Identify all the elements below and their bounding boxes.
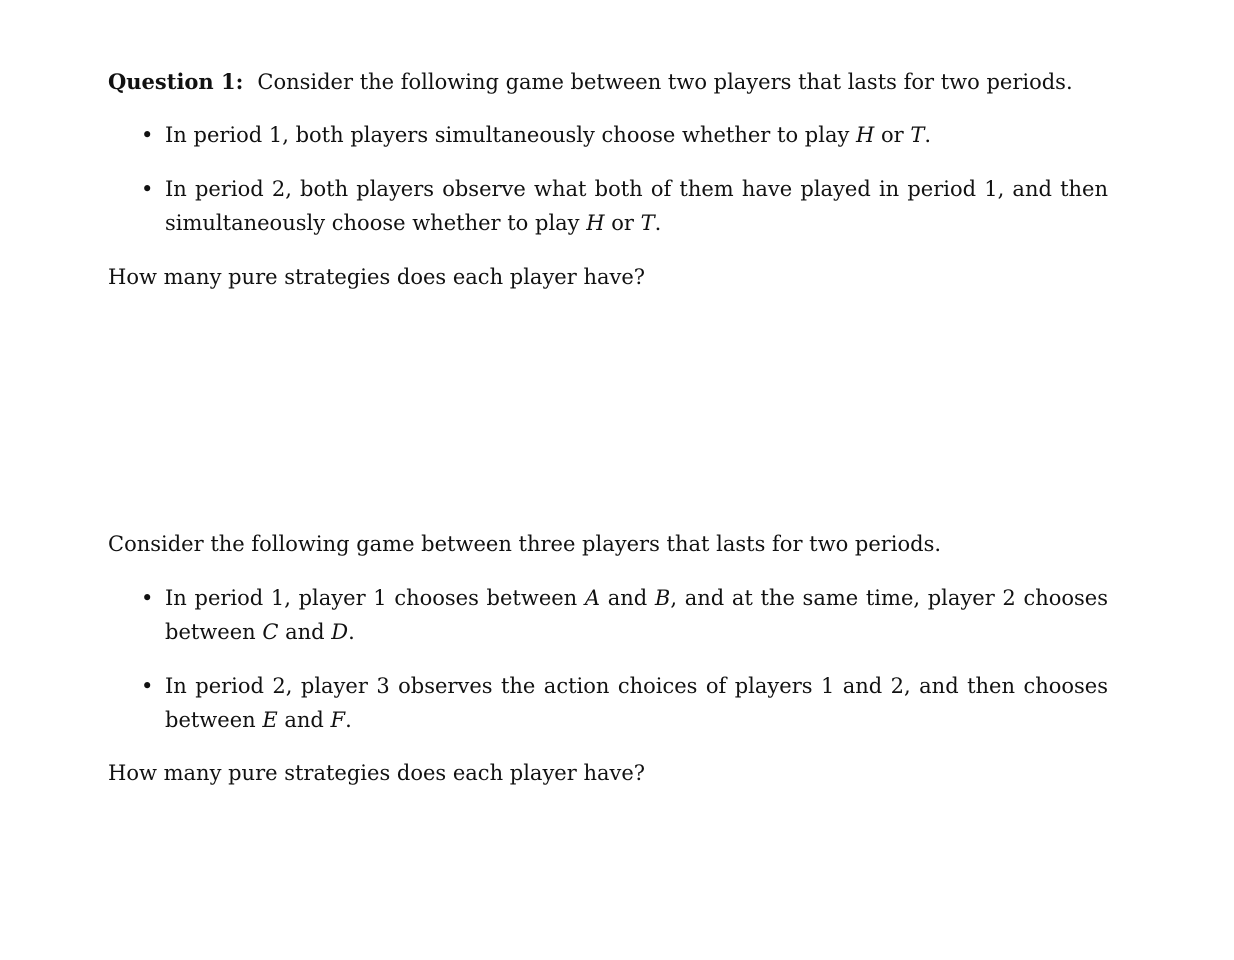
bullet-text: In period 1, both players simultaneously choose whether to play <box>165 123 857 147</box>
list-item <box>108 669 1108 737</box>
math-variable: T <box>640 211 655 235</box>
math-variable: H <box>856 123 875 147</box>
math-variable: D <box>331 620 349 644</box>
math-variable: E <box>262 708 278 732</box>
question-1-intro: Consider the following game between two players that lasts for two periods. <box>257 70 1073 94</box>
math-variable: H <box>586 211 605 235</box>
question-2-bullet-list <box>108 581 1108 737</box>
bullet-text: , and at the same time, player 2 chooses between <box>165 586 1108 644</box>
math-variable: C <box>262 620 279 644</box>
question-1-label: Question 1: <box>108 69 244 94</box>
bullet-text: and <box>600 586 655 610</box>
bullet-text: and <box>277 708 331 732</box>
list-item <box>108 118 1108 152</box>
question-1-bullet-list <box>108 118 1108 240</box>
list-item <box>108 581 1108 649</box>
question-2-ask: How many pure strategies does each player have? <box>108 761 646 785</box>
question-1-ask: How many pure strategies does each player have? <box>108 265 646 289</box>
bullet-text: or <box>874 123 911 147</box>
bullet-text: In period 2, both players observe what both of them have played in period 1, and then simultaneously choose whether to play <box>165 177 1108 235</box>
question-1-header <box>108 66 1108 98</box>
bullet-text: . <box>654 211 662 235</box>
math-variable: T <box>910 123 925 147</box>
math-variable: B <box>654 586 671 610</box>
bullet-text: . <box>345 708 352 732</box>
math-variable: F <box>330 708 346 732</box>
math-variable: A <box>584 586 601 610</box>
bullet-text: . <box>924 123 932 147</box>
bullet-text: and <box>278 620 332 644</box>
bullet-text: In period 2, player 3 observes the action choices of players 1 and 2, and then chooses between <box>165 674 1108 732</box>
bullet-text: . <box>348 620 355 644</box>
question-2-intro: Consider the following game between three players that lasts for two periods. <box>108 532 942 556</box>
bullet-text: or <box>604 211 641 235</box>
bullet-text: In period 1, player 1 chooses between <box>165 586 585 610</box>
list-item <box>108 172 1108 240</box>
